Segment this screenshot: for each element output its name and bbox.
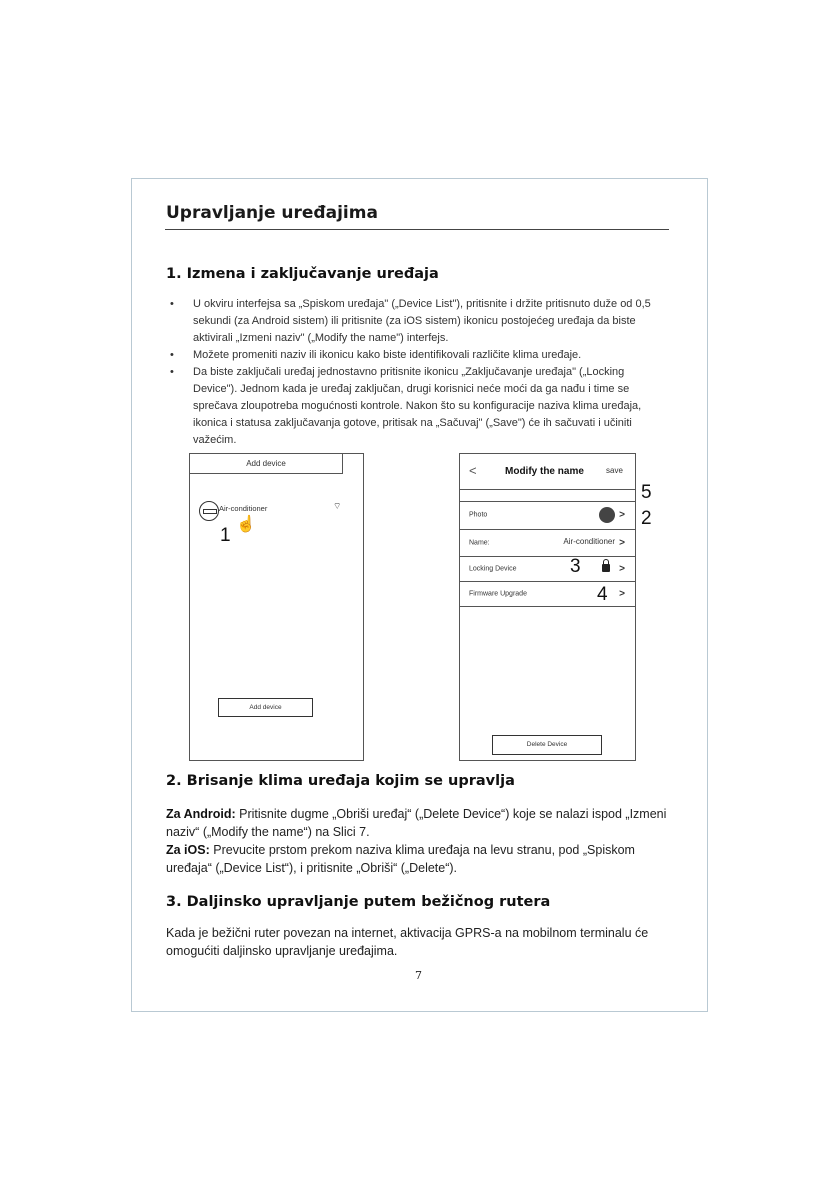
name-row[interactable] bbox=[460, 529, 635, 557]
ios-text: Prevucite prstom prekom naziva klima uređaja na levu stranu, pod „Spiskom uređaja“ („Device List“), i pritisnite „Obriši“ („Delete“). bbox=[166, 843, 635, 875]
add-device-header: Add device bbox=[190, 454, 343, 474]
row-label: Firmware Upgrade bbox=[469, 590, 527, 597]
wifi-icon: ⌔ bbox=[333, 501, 342, 511]
locking-device-row[interactable] bbox=[460, 556, 635, 582]
add-device-button[interactable]: Add device bbox=[218, 698, 313, 717]
step-2-label: 2 bbox=[641, 508, 652, 529]
page-title: Upravljanje uređajima bbox=[166, 203, 378, 223]
chevron-right-icon: > bbox=[619, 588, 625, 599]
firmware-upgrade-row[interactable] bbox=[460, 581, 635, 607]
step-4-label: 4 bbox=[597, 584, 608, 605]
section-2-text bbox=[166, 805, 676, 877]
title-divider bbox=[165, 229, 669, 230]
hand-pointer-icon: ☝ bbox=[236, 516, 256, 533]
row-label: Locking Device bbox=[469, 565, 517, 572]
ios-label: Za iOS: bbox=[166, 843, 210, 857]
row-label: Photo bbox=[469, 511, 488, 519]
section-2-heading: 2. Brisanje klima uređaja kojim se upravlja bbox=[166, 773, 515, 789]
chevron-right-icon: > bbox=[619, 563, 625, 574]
bullet-item: • Da biste zaključali uređaj jednostavno pritisnite ikonicu „Zaključavanje uređaja" („Locking Device"). Jednom kada je uređaj zaključan, drugi korisnici neće moći da ga nađu i time se sprečava zloupotreba mogućnosti kontrole. Nakon što su konfiguracije naziva klima uređaja, ikonica i statusa zaključavanja gotove, pritisak na „Sačuvaj" („Save") će ih sačuvati i učiniti važećim. bbox=[166, 364, 671, 449]
row-label: Name: bbox=[469, 539, 490, 546]
name-value[interactable]: Air-conditioner bbox=[563, 537, 615, 546]
page-number: 7 bbox=[415, 969, 422, 982]
modify-header bbox=[460, 454, 635, 490]
section-3-text: Kada je bežični ruter povezan na internet, aktivacija GPRS-a na mobilnom terminalu će omogućiti daljinsko upravljanje uređajima. bbox=[166, 926, 649, 958]
step-1-label: 1 bbox=[220, 525, 231, 546]
android-text: Pritisnite dugme „Obriši uređaj“ („Delete Device“) koje se nalazi ispod „Izmeni naziv“ („Modify the name“) na Slici 7. bbox=[166, 807, 667, 839]
section-3-heading: 3. Daljinsko upravljanje putem bežičnog rutera bbox=[166, 894, 551, 910]
screen-title: Modify the name bbox=[505, 466, 584, 477]
device-name[interactable]: Air-conditioner bbox=[219, 504, 268, 513]
save-button[interactable]: save bbox=[606, 466, 623, 475]
bullet-item: • U okviru interfejsa sa „Spiskom uređaja" („Device List"), pritisnite i držite pritisnuto duže od 0,5 sekundi (za Android sistem) ili pritisnite (za iOS sistem) ikonicu postojećeg uređaja da biste aktivirali „Izmeni naziv" („Modify the name") interfejs. bbox=[166, 296, 671, 347]
step-3-label: 3 bbox=[570, 556, 581, 577]
section-1-bullets bbox=[166, 296, 671, 449]
android-label: Za Android: bbox=[166, 807, 236, 821]
lock-icon[interactable] bbox=[602, 564, 610, 572]
air-conditioner-icon[interactable] bbox=[199, 501, 219, 521]
chevron-right-icon: > bbox=[619, 509, 625, 521]
back-button[interactable]: < bbox=[469, 463, 477, 478]
chevron-right-icon: > bbox=[619, 537, 625, 548]
section-1-heading: 1. Izmena i zaključavanje uređaja bbox=[166, 266, 439, 282]
step-5-label: 5 bbox=[641, 482, 652, 503]
device-list-screen bbox=[189, 453, 364, 761]
photo-avatar[interactable] bbox=[599, 507, 615, 523]
modify-name-screen bbox=[459, 453, 652, 761]
delete-device-button[interactable]: Delete Device bbox=[492, 735, 602, 755]
bullet-item: • Možete promeniti naziv ili ikonicu kako biste identifikovali različite klima uređaje. bbox=[166, 347, 671, 364]
photo-row[interactable] bbox=[460, 501, 635, 530]
